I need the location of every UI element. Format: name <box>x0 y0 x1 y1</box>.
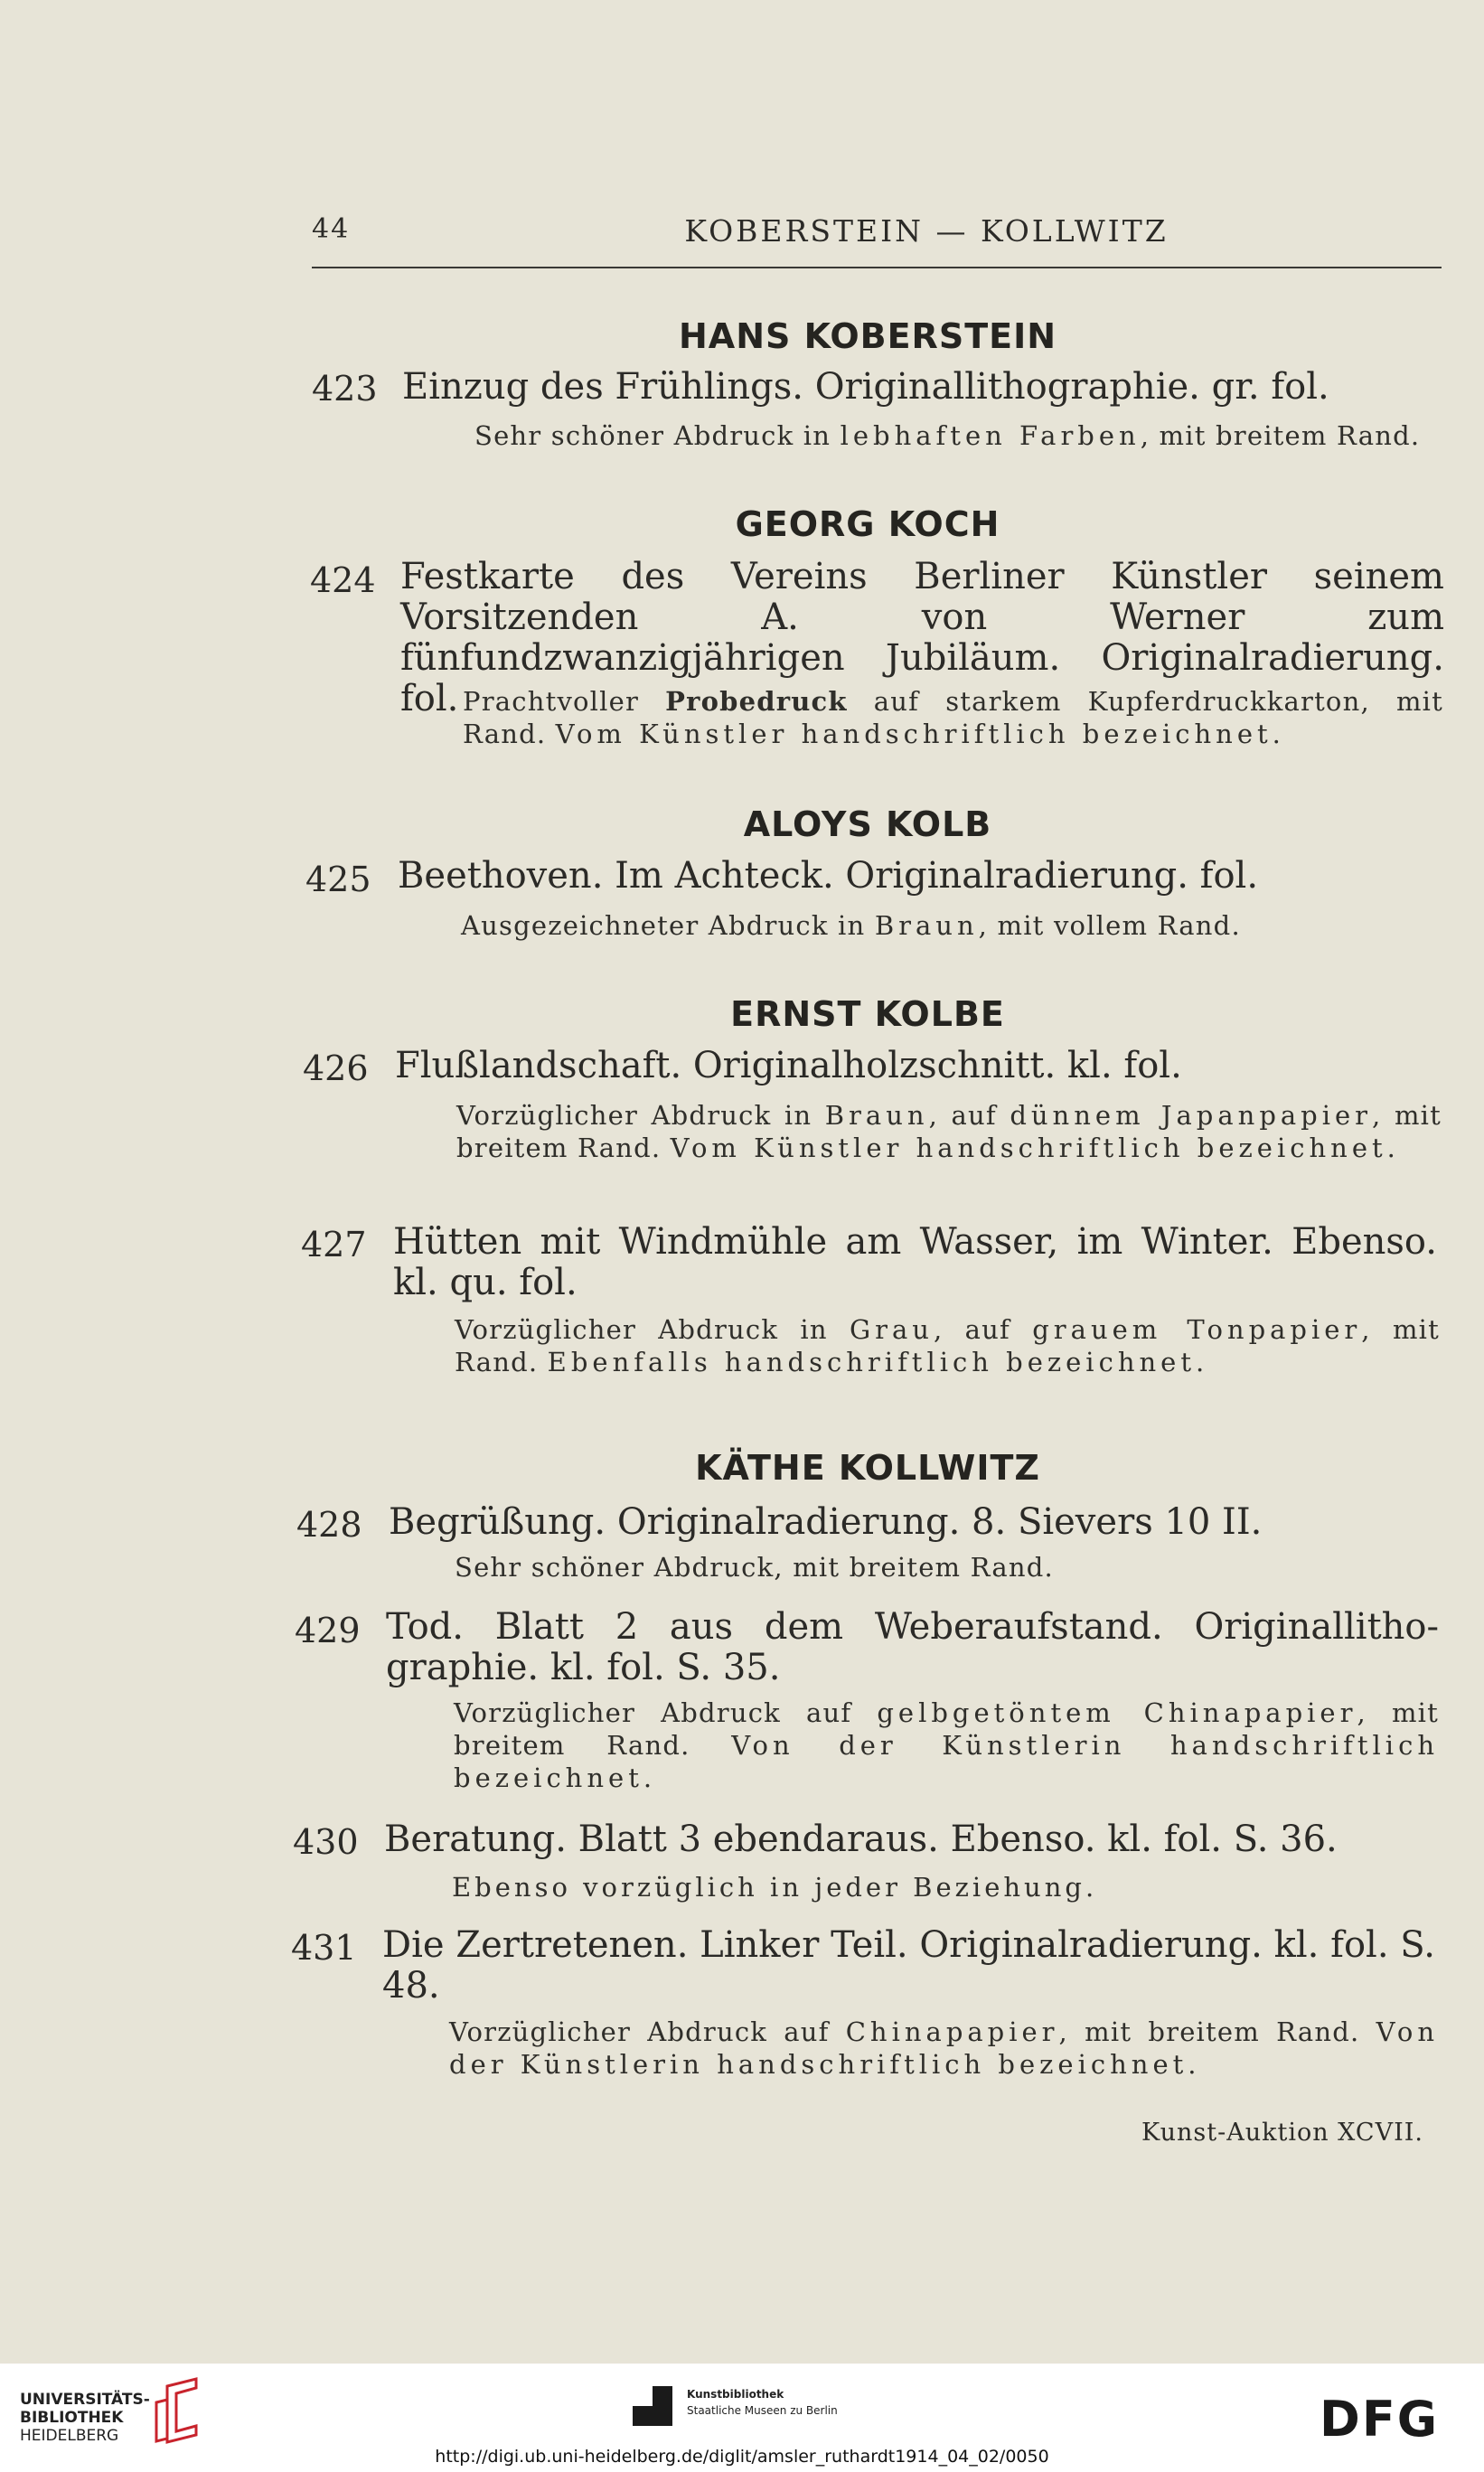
section-heading-kolbe: ERNST KOLBE <box>730 994 1005 1034</box>
library-logo-mark-icon <box>149 2375 205 2446</box>
entry-title-426: Flußlandschaft. Originalholzschnitt. kl. fol. <box>395 1045 1182 1086</box>
kunstbibliothek-logo[interactable]: Kunstbibliothek Staatliche Museen zu Berlin <box>633 2386 904 2440</box>
entry-note-431: Vorzüglicher Abdruck auf Chinapapier, mit breitem Rand. Von der Künstlerin handschriftlich bezeichnet. <box>449 2016 1439 2080</box>
entry-number-423: 423 <box>312 369 378 409</box>
entry-title-427: Hütten mit Windmühle am Wasser, im Winter. Ebenso. kl. qu. fol. <box>393 1221 1437 1303</box>
entry-note-425: Ausgezeichneter Abdruck in Braun, mit vollem Rand. <box>461 910 1241 941</box>
running-head <box>312 210 1442 249</box>
entry-title-431: Die Zertretenen. Linker Teil. Originalradierung. kl. fol. S. 48. <box>382 1924 1435 2007</box>
entry-number-429: 429 <box>295 1611 361 1650</box>
entry-note-423: Sehr schöner Abdruck in lebhaften Farben, mit breitem Rand. <box>474 420 1421 451</box>
entry-note-430: Ebenso vorzüglich in jeder Beziehung. <box>452 1872 1098 1903</box>
kunstbibliothek-mark-icon <box>633 2386 672 2426</box>
entry-note-428: Sehr schöner Abdruck, mit breitem Rand. <box>455 1552 1054 1583</box>
entry-number-426: 426 <box>303 1048 369 1088</box>
entry-title-425: Beethoven. Im Achteck. Originalradierung. fol. <box>398 855 1259 897</box>
entry-number-425: 425 <box>305 860 371 899</box>
entry-title-423: Einzug des Frühlings. Originallithographie. gr. fol. <box>402 366 1329 408</box>
entry-number-427: 427 <box>301 1225 367 1264</box>
signature-mark: Kunst-Auktion XCVII. <box>1141 2119 1423 2147</box>
section-heading-koch: GEORG KOCH <box>735 504 1000 544</box>
header-rule <box>312 267 1442 268</box>
dfg-logo[interactable]: DFG <box>1320 2391 1440 2448</box>
entry-note-427: Vorzüglicher Abdruck in Grau, auf grauem Tonpapier, mit Rand. Ebenfalls handschriftlich bezeichnet. <box>455 1314 1441 1377</box>
entry-title-430: Beratung. Blatt 3 ebendaraus. Ebenso. kl. fol. S. 36. <box>384 1819 1338 1860</box>
entry-title-424: Festkarte des Vereins Berliner Künstler seinem Vorsitzenden A. von Werner zum fünfundzwanzigjährigen Jubiläum. Originalradierung. fol. <box>400 556 1444 719</box>
university-library-logo[interactable]: UNIVERSITÄTS- BIBLIOTHEK HEIDELBERG <box>20 2391 150 2445</box>
source-url[interactable]: http://digi.ub.uni-heidelberg.de/diglit/amsler_ruthardt1914_04_02/0050 <box>435 2447 1049 2467</box>
entry-number-428: 428 <box>296 1505 362 1545</box>
running-head-title: KOBERSTEIN — KOLLWITZ <box>684 213 1169 249</box>
entry-title-428: Begrüßung. Originalradierung. 8. Sievers 10 II. <box>389 1501 1263 1543</box>
entry-note-424: Prachtvoller Probedruck auf starkem Kupferdruckkarton, mit Rand. Vom Künstler handschriftlich bezeichnet. <box>463 686 1443 749</box>
section-heading-kollwitz: KÄTHE KOLLWITZ <box>695 1448 1040 1488</box>
entry-title-429: Tod. Blatt 2 aus dem Weberaufstand. Originallitho-graphie. kl. fol. S. 35. <box>386 1606 1439 1688</box>
entry-note-426: Vorzüglicher Abdruck in Braun, auf dünnem Japanpapier, mit breitem Rand. Vom Künstler handschriftlich bezeichnet. <box>456 1100 1442 1163</box>
page-number: 44 <box>312 213 351 245</box>
entry-number-431: 431 <box>291 1928 357 1968</box>
section-heading-koberstein: HANS KOBERSTEIN <box>678 316 1057 356</box>
section-heading-kolb: ALOYS KOLB <box>743 804 992 844</box>
entry-note-429: Vorzüglicher Abdruck auf gelbgetöntem Chinapapier, mit breitem Rand. Von der Künstlerin handschriftlich bezeichnet. <box>454 1697 1439 1793</box>
entry-number-430: 430 <box>293 1822 359 1862</box>
entry-number-424: 424 <box>310 560 376 600</box>
